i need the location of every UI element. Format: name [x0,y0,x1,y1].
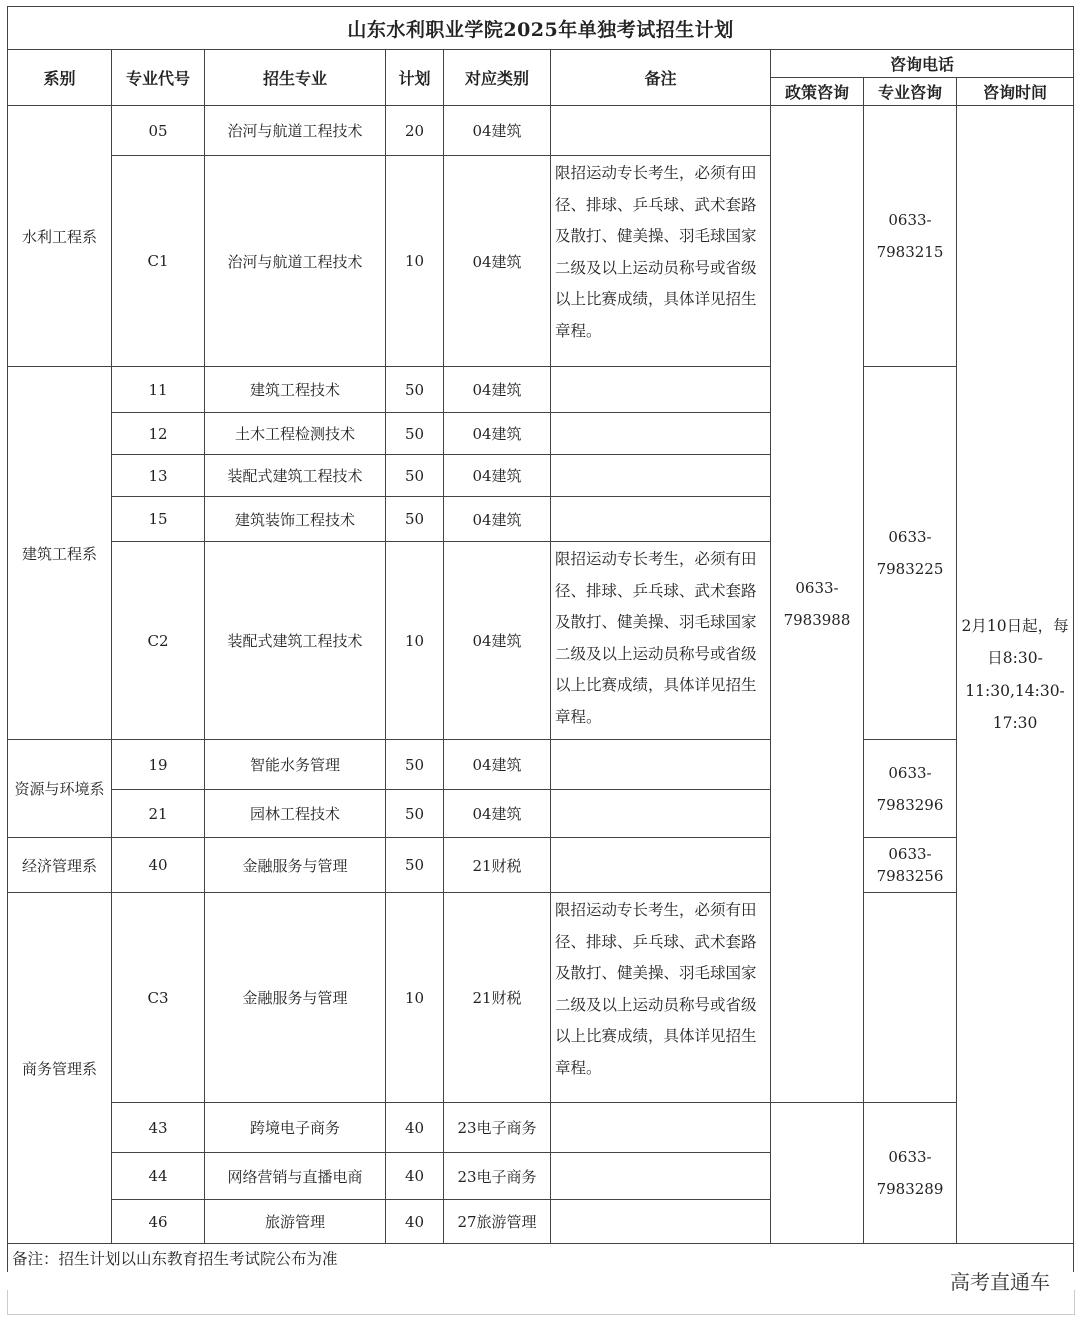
major-cell: 土木工程检测技术 [205,413,386,455]
plan-cell: 50 [386,790,444,838]
remark-cell [551,1103,771,1153]
enrollment-plan-sheet [7,6,1073,1272]
major-cell: 旅游管理 [205,1200,386,1244]
header-department: 系别 [8,50,112,106]
category-cell: 04建筑 [444,497,551,542]
table-row [8,838,1074,893]
code-cell: C3 [112,893,205,1103]
remark-cell [551,740,771,790]
remark-cell [551,790,771,838]
category-cell: 27旅游管理 [444,1200,551,1244]
department-cell: 资源与环境系 [8,740,112,838]
code-cell: 40 [112,838,205,893]
plan-cell: 50 [386,740,444,790]
remark-cell: 限招运动专长考生，必须有田径、排球、乒乓球、武术套路及散打、健美操、羽毛球国家二级及以上运动员称号或省级以上比赛成绩，具体详见招生章程。 [551,156,771,367]
plan-cell: 50 [386,367,444,413]
department-cell: 商务管理系 [8,893,112,1244]
major-cell: 金融服务与管理 [205,838,386,893]
major-cell: 跨境电子商务 [205,1103,386,1153]
category-cell: 23电子商务 [444,1153,551,1200]
category-cell: 23电子商务 [444,1103,551,1153]
code-cell: C1 [112,156,205,367]
code-cell: 46 [112,1200,205,1244]
category-cell: 21财税 [444,893,551,1103]
category-cell: 04建筑 [444,106,551,156]
plan-cell: 40 [386,1200,444,1244]
plan-cell: 40 [386,1103,444,1153]
code-cell: 19 [112,740,205,790]
table-row [8,106,1074,156]
plan-cell: 50 [386,838,444,893]
major-cell: 建筑装饰工程技术 [205,497,386,542]
code-cell: 44 [112,1153,205,1200]
major-cell: 网络营销与直播电商 [205,1153,386,1200]
plan-cell: 50 [386,413,444,455]
category-cell: 04建筑 [444,455,551,497]
plan-cell: 40 [386,1153,444,1200]
code-cell: 15 [112,497,205,542]
table-row [8,740,1074,790]
remark-cell [551,367,771,413]
major-cell: 治河与航道工程技术 [205,106,386,156]
code-cell: 12 [112,413,205,455]
specialty-phone-cell: 0633-7983215 [864,106,957,367]
watermark-text: 高考直通车 [950,1270,1050,1294]
code-cell: 13 [112,455,205,497]
footer-note: 备注：招生计划以山东教育招生考试院公布为准 [8,1244,1074,1273]
plan-cell: 10 [386,893,444,1103]
header-specialty-consult: 专业咨询 [864,78,957,106]
department-cell: 建筑工程系 [8,367,112,740]
major-cell: 园林工程技术 [205,790,386,838]
category-cell: 04建筑 [444,790,551,838]
category-cell: 04建筑 [444,156,551,367]
remark-cell: 限招运动专长考生，必须有田径、排球、乒乓球、武术套路及散打、健美操、羽毛球国家二级及以上运动员称号或省级以上比赛成绩，具体详见招生章程。 [551,542,771,740]
enrollment-plan-table [7,6,1074,1272]
header-code: 专业代号 [112,50,205,106]
major-cell: 装配式建筑工程技术 [205,455,386,497]
major-cell: 智能水务管理 [205,740,386,790]
major-cell: 装配式建筑工程技术 [205,542,386,740]
header-plan: 计划 [386,50,444,106]
category-cell: 21财税 [444,838,551,893]
header-consult-phone: 咨询电话 [771,50,1074,78]
major-cell: 建筑工程技术 [205,367,386,413]
department-cell: 水利工程系 [8,106,112,367]
header-remarks: 备注 [551,50,771,106]
header-category: 对应类别 [444,50,551,106]
bottom-strip [7,1290,1075,1315]
remark-cell [551,106,771,156]
code-cell: C2 [112,542,205,740]
remark-cell [551,413,771,455]
table-title: 山东水利职业学院2025年单独考试招生计划 [8,7,1074,50]
plan-cell: 50 [386,497,444,542]
major-cell: 金融服务与管理 [205,893,386,1103]
table-row [8,893,1074,1103]
code-cell: 05 [112,106,205,156]
header-consult-time: 咨询时间 [957,78,1074,106]
code-cell: 21 [112,790,205,838]
plan-cell: 10 [386,542,444,740]
code-cell: 11 [112,367,205,413]
policy-phone-cell: 0633-7983988 [771,106,864,1103]
specialty-phone-cell: 0633-7983289 [864,1103,957,1244]
table-row [8,1103,1074,1153]
code-cell: 43 [112,1103,205,1153]
header-policy-consult: 政策咨询 [771,78,864,106]
remark-cell: 限招运动专长考生，必须有田径、排球、乒乓球、武术套路及散打、健美操、羽毛球国家二级及以上运动员称号或省级以上比赛成绩，具体详见招生章程。 [551,893,771,1103]
consult-time-cell: 2月10日起，每日8:30-11:30,14:30-17:30 [957,106,1074,1244]
plan-cell: 20 [386,106,444,156]
specialty-phone-cell: 0633-7983225 [864,367,957,740]
specialty-phone-cell: 0633-7983296 [864,740,957,838]
remark-cell [551,1200,771,1244]
plan-cell: 50 [386,455,444,497]
specialty-phone-cell-empty [864,893,957,1103]
header-major: 招生专业 [205,50,386,106]
category-cell: 04建筑 [444,413,551,455]
remark-cell [551,497,771,542]
plan-cell: 10 [386,156,444,367]
category-cell: 04建筑 [444,542,551,740]
remark-cell [551,838,771,893]
remark-cell [551,1153,771,1200]
policy-phone-cell-empty [771,1103,864,1244]
major-cell: 治河与航道工程技术 [205,156,386,367]
category-cell: 04建筑 [444,367,551,413]
specialty-phone-cell: 0633-7983256 [864,838,957,893]
department-cell: 经济管理系 [8,838,112,893]
remark-cell [551,455,771,497]
category-cell: 04建筑 [444,740,551,790]
table-row [8,367,1074,413]
